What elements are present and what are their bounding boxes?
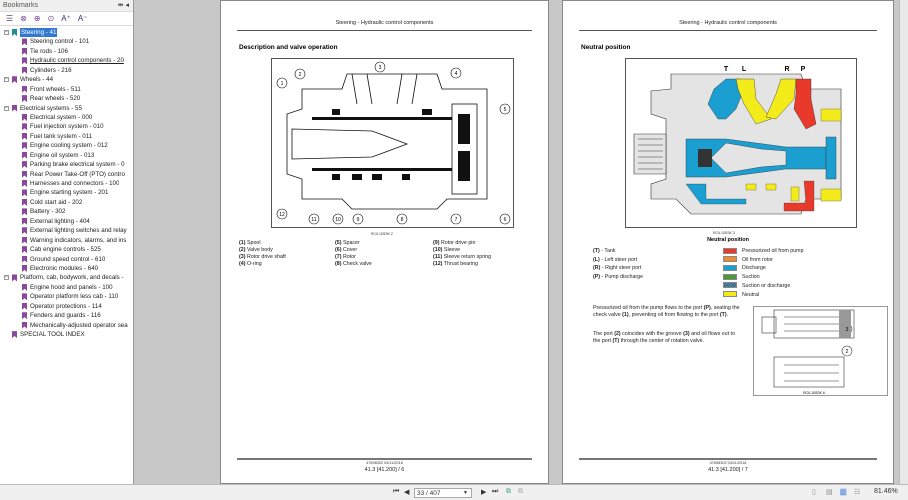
bookmark-icon xyxy=(22,48,27,55)
bookmark-item[interactable] xyxy=(22,302,102,311)
bookmark-label: Rear Power Take-Off (PTO) contro xyxy=(30,170,125,178)
bookmark-label: Platform, cab, bodywork, and decals - xyxy=(20,274,124,282)
legend-item: (10) Sleeve xyxy=(433,247,461,253)
bookmark-label: Engine oil system - 013 xyxy=(30,151,95,159)
bookmark-add-icon[interactable]: ⊕ xyxy=(33,14,41,23)
bookmark-item[interactable] xyxy=(22,132,92,141)
bookmark-item[interactable] xyxy=(22,188,108,197)
bookmark-label: Hydraulic control components - 20 xyxy=(30,57,124,65)
bookmark-item[interactable] xyxy=(22,160,125,169)
color-swatch xyxy=(723,274,737,280)
next-view-icon[interactable]: ⧉ xyxy=(518,488,523,495)
callout-5: 5 xyxy=(503,107,507,113)
bookmark-label: Cylinders - 216 xyxy=(30,66,72,74)
bookmarks-toolbar xyxy=(0,12,133,26)
previous-page-button[interactable]: ◀ xyxy=(404,489,410,496)
bookmark-icon xyxy=(22,265,27,272)
bookmark-icon xyxy=(12,331,17,338)
panel-pin-icons[interactable]: ⇹ ◂ xyxy=(117,2,129,9)
callout-1: 1 xyxy=(280,81,284,87)
color-swatch xyxy=(723,256,737,262)
port-label-t: T xyxy=(723,66,729,73)
legend-item: (6) Cover xyxy=(335,247,358,253)
bookmark-label: Mechanically-adjusted operator sea xyxy=(30,321,128,329)
callout-8: 8 xyxy=(400,217,404,223)
footer-page-number: 41.3 [41.200] / 7 xyxy=(708,467,748,473)
small-figure-code: RCIL10SSK 6 xyxy=(803,391,825,395)
collapse-toggle[interactable]: − xyxy=(5,29,8,35)
color-legend xyxy=(723,247,804,299)
bookmark-item[interactable] xyxy=(12,330,85,339)
port-label-l: L xyxy=(741,66,747,73)
bookmark-icon xyxy=(22,133,27,140)
bookmark-label: Battery - 302 xyxy=(30,208,66,216)
bookmark-item[interactable] xyxy=(22,170,125,179)
bookmark-icon xyxy=(22,189,27,196)
single-page-view-icon[interactable]: ▯ xyxy=(812,489,816,496)
bookmark-item[interactable] xyxy=(22,207,65,216)
bookmark-label: External lighting switches and relay xyxy=(30,227,127,235)
legend-item: (5) Spacer xyxy=(335,240,360,246)
bookmark-label: Engine cooling system - 012 xyxy=(30,142,108,150)
color-swatch xyxy=(723,291,737,297)
bookmark-label: Tie rods - 106 xyxy=(30,47,68,55)
legend-item: (3) Rotor drive shaft xyxy=(239,254,286,260)
bookmark-icon xyxy=(22,322,27,329)
bookmark-item[interactable] xyxy=(22,236,126,245)
bookmark-icon xyxy=(12,29,17,36)
small-detail-figure xyxy=(753,306,888,396)
color-swatch xyxy=(723,265,737,271)
bookmark-item[interactable] xyxy=(22,37,89,46)
valve-cross-section-figure xyxy=(271,58,514,228)
legend-item: (7) Rotor xyxy=(335,254,356,260)
port-legend-item: (R) - Right steer port xyxy=(593,265,642,272)
bookmark-icon xyxy=(22,123,27,130)
bookmark-item[interactable] xyxy=(22,85,81,94)
callout-10: 10 xyxy=(335,217,341,223)
pdf-page-left xyxy=(220,0,549,484)
legend-item: (8) Check valve xyxy=(335,261,372,267)
bookmark-icon xyxy=(22,284,27,291)
bookmark-icon xyxy=(22,57,27,64)
figure-caption: Neutral position xyxy=(707,237,749,243)
bookmark-item[interactable] xyxy=(12,104,82,113)
first-page-button[interactable]: ⏮ xyxy=(393,488,400,495)
bookmark-label: Engine hood and panels - 100 xyxy=(30,283,113,291)
bookmark-icon xyxy=(22,208,27,215)
font-decrease-icon[interactable]: A⁻ xyxy=(77,14,88,23)
bookmark-icon xyxy=(12,76,17,83)
bookmark-label: Electrical system - 000 xyxy=(30,113,93,121)
bookmark-item[interactable] xyxy=(12,273,124,282)
bookmark-item[interactable] xyxy=(12,28,57,37)
page-header: Steering - Hydraulic control components xyxy=(335,20,434,26)
bookmark-label: Electronic modules - 640 xyxy=(30,265,99,272)
bookmark-label: Front wheels - 511 xyxy=(30,85,81,93)
port-label-p: P xyxy=(800,66,806,73)
section-title: Description and valve operation xyxy=(239,44,338,51)
bookmark-icon xyxy=(22,246,27,253)
bookmark-label: SPECIAL TOOL INDEX xyxy=(20,331,85,339)
bookmark-label: Fuel tank system - 011 xyxy=(30,132,93,140)
bookmark-label: Fuel injection system - 010 xyxy=(30,123,104,131)
next-page-button[interactable]: ▶ xyxy=(481,489,487,496)
parts-legend-col1 xyxy=(239,240,286,268)
bookmark-icon xyxy=(22,161,27,168)
bookmark-item[interactable] xyxy=(22,226,127,235)
previous-view-icon[interactable]: ⧉ xyxy=(506,488,511,495)
callout-12: 12 xyxy=(279,212,285,218)
facing-continuous-view-icon[interactable]: ☷ xyxy=(854,489,861,496)
bookmark-item[interactable] xyxy=(22,311,101,320)
pdf-page-right xyxy=(562,0,894,484)
bookmark-icon xyxy=(22,227,27,234)
bookmark-icon xyxy=(22,180,27,187)
bookmark-label: Wheels - 44 xyxy=(20,76,54,84)
collapse-toggle[interactable]: − xyxy=(5,104,8,111)
paragraph-2: The port (2) coincides with the groove (3) and oil flows out to the port (T) through the center of rotation valve. xyxy=(593,331,735,344)
bookmark-icon xyxy=(22,218,27,225)
legend-item: (12) Thrust bearing xyxy=(433,261,478,267)
bookmark-item[interactable] xyxy=(22,122,104,131)
bookmark-item[interactable] xyxy=(22,113,92,122)
bookmark-item[interactable] xyxy=(22,179,119,188)
bookmark-item[interactable] xyxy=(22,151,94,160)
callout-3: 3 xyxy=(845,327,849,333)
callout-6: 6 xyxy=(503,217,507,223)
bookmark-item[interactable] xyxy=(22,264,98,273)
color-legend-item: Pressurized oil from pump xyxy=(723,247,804,256)
bookmark-icon xyxy=(22,38,27,45)
callout-2: 2 xyxy=(298,72,302,78)
bookmark-icon xyxy=(22,67,27,74)
bookmark-icon xyxy=(22,142,27,149)
port-legend-item: (L) - Left steer port xyxy=(593,256,638,263)
bookmark-item[interactable] xyxy=(22,321,128,330)
paragraph-1: Pressurized oil from the pump flows to the port (P), seating the check valve (1), preventing oil from flowing to the port (T). xyxy=(593,305,740,318)
callout-2: 2 xyxy=(845,349,849,355)
bookmark-label: Warning indicators, alarms, and ins xyxy=(30,236,127,244)
bookmark-label: Ground speed control - 610 xyxy=(30,255,106,263)
callout-7: 7 xyxy=(454,217,458,223)
bookmark-label: Cold start aid - 202 xyxy=(30,198,83,206)
bookmark-item[interactable] xyxy=(12,75,53,84)
legend-item: (11) Sleeve return spring xyxy=(433,254,492,260)
bookmark-label: Fenders and guards - 116 xyxy=(30,312,101,320)
bookmark-icon xyxy=(22,171,27,178)
bookmarks-panel xyxy=(0,0,134,484)
neutral-position-figure xyxy=(625,58,857,228)
navigation-toolbar xyxy=(0,484,908,500)
figure-code: RCIL10SSK 3 xyxy=(713,231,735,235)
bookmark-label: Steering - 41 xyxy=(21,29,57,36)
color-swatch xyxy=(723,282,737,288)
port-label-r: R xyxy=(784,66,790,73)
color-legend-item: Suction or discharge xyxy=(723,282,804,291)
color-legend-item: Suction xyxy=(723,273,804,282)
parts-legend-col3 xyxy=(433,240,491,268)
color-legend-item: Oil from rotor xyxy=(723,256,804,265)
bookmark-icon xyxy=(12,105,17,112)
bookmark-label: Cab engine controls - 525 xyxy=(30,246,101,254)
bookmark-item[interactable] xyxy=(22,66,72,75)
bookmark-label: External lighting - 404 xyxy=(30,217,90,225)
footer-doc-number: 47698302 04/11/2016 xyxy=(366,461,403,465)
vertical-scrollbar[interactable] xyxy=(899,0,908,484)
bookmarks-title: Bookmarks xyxy=(3,2,39,9)
bookmark-item[interactable] xyxy=(22,141,108,150)
facing-view-icon[interactable]: ▥ xyxy=(840,489,847,496)
color-swatch xyxy=(723,248,737,254)
page-number-input[interactable]: 33 / 407 ▼ xyxy=(414,488,472,498)
font-increase-icon[interactable]: A⁺ xyxy=(61,14,71,23)
callout-11: 11 xyxy=(311,217,317,223)
bookmark-icon xyxy=(22,293,27,300)
bookmark-icon xyxy=(22,256,27,263)
footer-doc-number: 47698302 04/11/2016 xyxy=(709,461,747,465)
bookmark-label: Rear wheels - 520 xyxy=(30,95,81,103)
port-legend xyxy=(593,247,643,282)
bookmark-item[interactable] xyxy=(22,255,105,264)
options-icon[interactable]: ☰ xyxy=(6,14,14,23)
bookmark-icon xyxy=(12,274,17,281)
bookmark-item[interactable] xyxy=(22,198,82,207)
bookmark-item[interactable] xyxy=(22,292,118,301)
bookmark-label: Steering control - 101 xyxy=(30,38,90,46)
bookmark-label: Electrical systems - 55 xyxy=(20,104,82,112)
bookmark-label: Parking brake electrical system - 0 xyxy=(30,161,125,169)
port-legend-item: (P) - Pump discharge xyxy=(593,274,644,281)
bookmark-delete-icon[interactable]: ⊗ xyxy=(20,14,27,23)
bookmark-item[interactable] xyxy=(22,245,101,254)
bookmark-find-icon[interactable]: ⊙ xyxy=(47,14,55,23)
color-legend-item: Neutral xyxy=(723,291,804,300)
bookmark-item[interactable] xyxy=(22,217,90,226)
legend-item: (1) Spool xyxy=(239,240,261,246)
figure-code: RCIL10SSK 2 xyxy=(371,232,393,236)
legend-item: (4) O-ring xyxy=(239,261,262,267)
section-title: Neutral position xyxy=(581,44,631,51)
color-legend-item: Discharge xyxy=(723,264,804,273)
bookmark-item[interactable] xyxy=(22,56,124,65)
page-header: Steering - Hydraulic control components xyxy=(679,20,777,26)
footer-page-number: 41.3 [41.200] / 6 xyxy=(364,467,405,473)
bookmark-icon xyxy=(22,114,27,121)
bookmarks-header xyxy=(0,0,133,12)
callout-4: 4 xyxy=(454,71,458,77)
port-legend-item: (T) - Tank xyxy=(593,248,616,254)
bookmark-icon xyxy=(22,86,27,93)
bookmark-item[interactable] xyxy=(22,47,68,56)
bookmark-item[interactable] xyxy=(22,283,113,292)
last-page-button[interactable]: ⏭ xyxy=(492,488,499,495)
continuous-view-icon[interactable]: ▤ xyxy=(826,489,833,496)
bookmark-label: Operator protections - 114 xyxy=(30,302,102,310)
callout-9: 9 xyxy=(356,217,360,223)
bookmark-label: Engine starting system - 201 xyxy=(30,189,109,197)
bookmark-icon xyxy=(22,199,27,206)
bookmark-label: Operator platform less cab - 110 xyxy=(30,293,119,301)
bookmark-icon xyxy=(22,312,27,319)
bookmark-icon xyxy=(22,303,27,310)
legend-item: (9) Rotor drive pin xyxy=(433,240,476,246)
collapse-toggle[interactable]: − xyxy=(5,76,8,83)
parts-legend-col2 xyxy=(335,240,372,268)
callout-3: 3 xyxy=(378,65,382,71)
zoom-level[interactable]: 81.46% xyxy=(874,488,898,495)
bookmark-item[interactable] xyxy=(22,94,80,103)
legend-item: (2) Valve body xyxy=(239,247,273,253)
bookmark-icon xyxy=(22,152,27,159)
bookmark-icon xyxy=(22,95,27,102)
bookmark-icon xyxy=(22,237,27,244)
collapse-toggle[interactable]: − xyxy=(5,274,8,281)
bookmark-label: Harnesses and connectors - 100 xyxy=(30,180,120,188)
